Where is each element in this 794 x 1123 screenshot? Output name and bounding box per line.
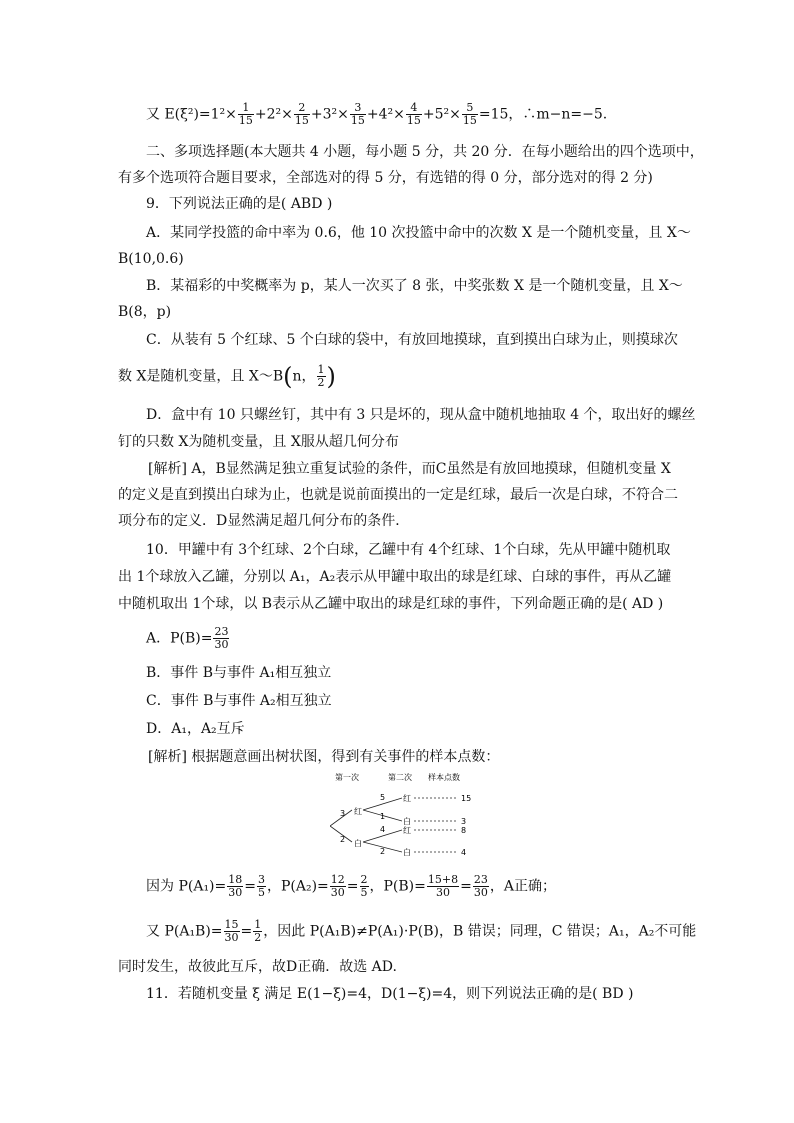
weight-4: 4 (380, 825, 386, 834)
branch-weight-red: 3 (340, 809, 346, 818)
weight-5: 5 (380, 793, 386, 802)
leaf-red-1: 红 (403, 794, 411, 803)
question-11: 11．若随机变量 ξ 满足 E(1−ξ)=4，D(1−ξ)=4，则下列说法正确的是( BD ) (146, 986, 634, 1002)
conclusion-line: 同时发生，故彼此互斥，故D正确．故选 AD. (118, 959, 397, 975)
weight-1: 1 (380, 812, 386, 821)
q10-option-c: C．事件 B与事件 A₂相互独立 (146, 693, 332, 709)
branch-weight-white: 2 (340, 835, 346, 844)
tree-diagram (330, 770, 490, 862)
q10-option-d: D．A₁，A₂互斥 (146, 721, 245, 737)
q9-option-c: C．从装有 5 个红球、5 个白球的袋中，有放回地摸球，直到摸出白球为止，则摸球次 (146, 332, 678, 348)
q9-analysis-cont1: 的定义是直到摸出白球为止，也就是说前面摸出的一定是红球，最后一次是白球，不符合二 (118, 487, 678, 503)
q10-option-a: A．P(B)= $\frac{23}{30}$ (146, 625, 229, 651)
section-heading-cont: 有多个选项符合题目要求，全部选对的得 5 分，有选错的得 0 分，部分选对的得 2 分) (118, 170, 653, 186)
leaf-white-1: 白 (403, 817, 411, 826)
tree-header-first: 第一次 (335, 773, 359, 782)
tree-header-count: 样本点数 (428, 773, 460, 782)
q9-option-a-cont: B(10,0.6) (118, 251, 184, 267)
question-10: 10．甲罐中有 3个红球、2个白球，乙罐中有 4个红球、1个白球，先从甲罐中随机取 (146, 542, 671, 558)
joint-probability-line: 又 P(A₁B)= $\frac{15}{30}$ = $\frac{1}{2}$ ，因此 P(A₁B)≠P(A₁)·P(B)，B 错误；同理，C 错误；A₁，A₂不可能 (146, 918, 697, 944)
probability-line: 因为 P(A₁)= $\frac{18}{30}$ = $\frac{3}{5}$ ，P(A₂)= $\frac{12}{30}$ = $\frac{2}{5}$ ，P(B)= $\frac{15+8}{30}$ = $\frac{23}{30}$ ，A正确； (146, 873, 556, 899)
leaf-white-2: 白 (403, 848, 411, 857)
q9-option-d: D．盒中有 10 只螺丝钉，其中有 3 只是坏的，现从盒中随机地抽取 4 个，取出好的螺丝 (146, 407, 696, 423)
question-9: 9．下列说法正确的是( ABD ) (146, 196, 333, 212)
question-10-cont1: 出 1个球放入乙罐，分别以 A₁，A₂表示从甲罐中取出的球是红球、白球的事件，再从乙罐 (118, 569, 672, 585)
q10-option-b: B．事件 B与事件 A₁相互独立 (146, 665, 332, 681)
section-heading: 二、多项选择题(本大题共 4 小题，每小题 5 分，共 20 分．在每小题给出的四个选项中， (146, 144, 704, 160)
count-15: 15 (461, 794, 472, 803)
q9-option-b: B．某福彩的中奖概率为 p，某人一次买了 8 张，中奖张数 X 是一个随机变量，且 X～ (146, 278, 683, 294)
q9-analysis: [解析] A，B显然满足独立重复试验的条件，而C虽然是有放回地摸球，但随机变量 X (148, 461, 671, 477)
node-white: 白 (354, 839, 362, 848)
q9-option-a: A．某同学投篮的命中率为 0.6，他 10 次投篮中命中的次数 X 是一个随机变量，且 X～ (146, 225, 691, 241)
count-4: 4 (461, 848, 467, 857)
count-8: 8 (461, 826, 467, 835)
question-10-cont2: 中随机取出 1个球，以 B表示从乙罐中取出的球是红球的事件，下列命题正确的是( AD ) (118, 596, 664, 612)
count-3: 3 (461, 817, 467, 826)
q9-option-d-cont: 钉的只数 X为随机变量，且 X服从超几何分布 (118, 434, 399, 450)
q10-analysis: [解析] 根据题意画出树状图，得到有关事件的样本点数： (148, 749, 500, 765)
tree-header-second: 第二次 (388, 773, 412, 782)
node-red: 红 (354, 807, 362, 816)
q9-option-b-cont: B(8，p) (118, 304, 172, 320)
leaf-red-2: 红 (403, 826, 411, 835)
expectation-line: 又 E(ξ²)=1²× $\frac{1}{15}$ +2²× $\frac{2}{15}$ +3²× $\frac{3}{15}$ +4²× $\frac{4}{15}$ +5²× $\frac{5}{15}$ =15，∴m−n=−5. (146, 101, 608, 127)
q9-analysis-cont2: 项分布的定义．D显然满足超几何分布的条件． (118, 513, 410, 529)
weight-2: 2 (380, 847, 386, 856)
q9-option-c-cont: 数 X是随机变量，且 X～B(n， $\frac{1}{2}$ ) (118, 362, 336, 391)
